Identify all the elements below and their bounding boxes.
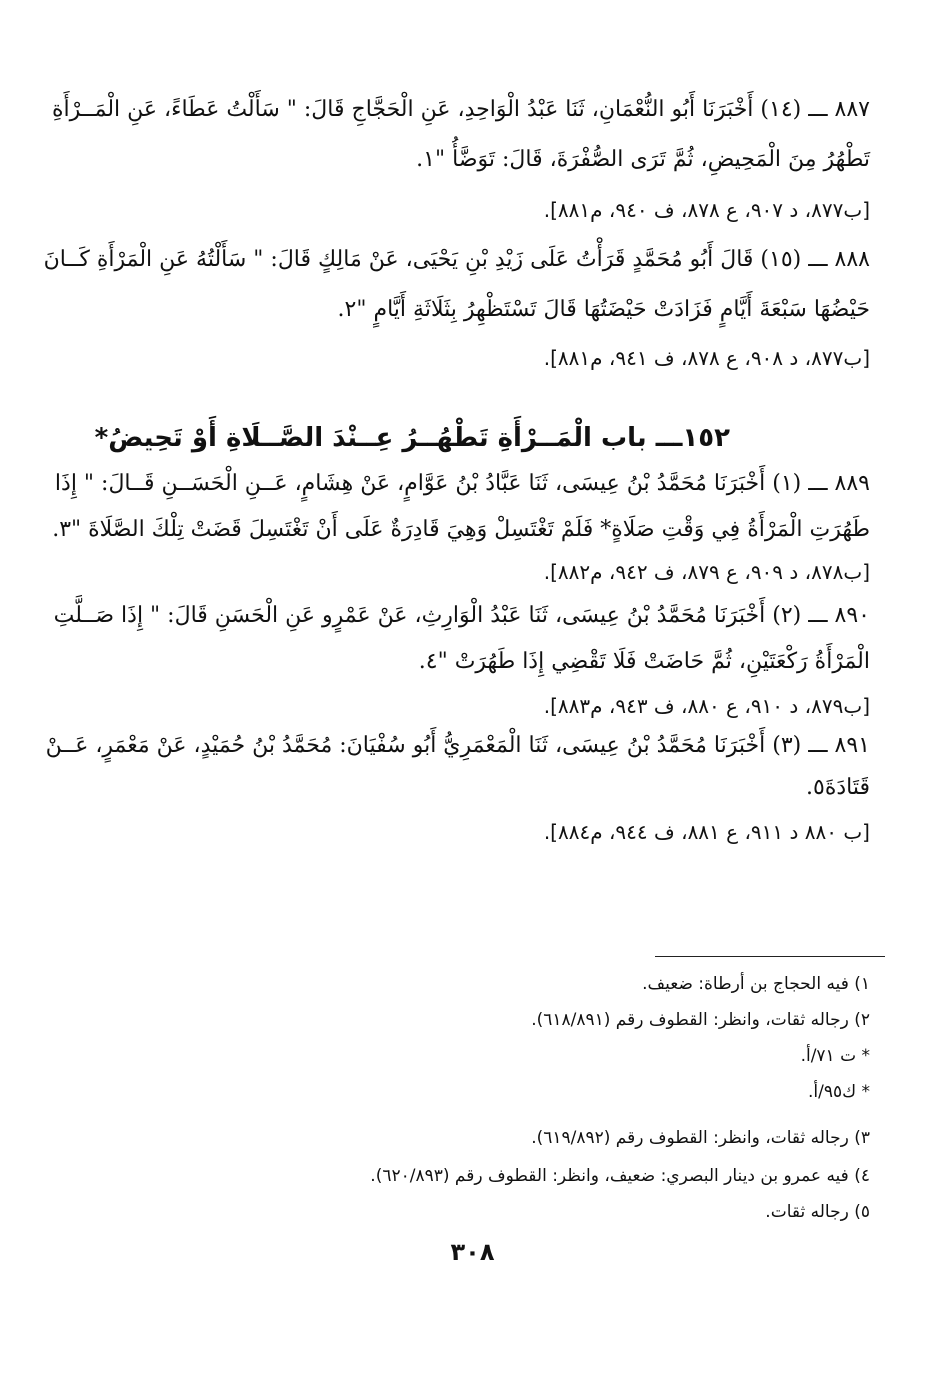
- hadith-888-line-2: حَيْضُهَا سَبْعَةَ أَيَّامٍ فَزَادَتْ حَيْضَتُهَا قَالَ تَسْتَظْهِرُ بِثَلَاثَةِ أَيَّامٍ "٢.: [337, 297, 870, 322]
- hadith-889-line-2: طَهُرَتِ الْمَرْأَةُ فِي وَقْتِ صَلَاةٍ* فَلَمْ تَغْتَسِلْ وَهِيَ قَادِرَةٌ عَلَى أَنْ تَغْتَسِلَ قَضَتْ تِلْكَ الصَّلَاةَ "٣.: [52, 517, 870, 542]
- footnote-1: ١) فيه الحجاج بن أرطاة: ضعيف.: [642, 974, 870, 994]
- hadith-890-line-1: ٨٩٠ ـــ (٢) أَخْبَرَنَا مُحَمَّدُ بْنُ عِيسَى، ثَنَا عَبْدُ الْوَارِثِ، عَنْ عَمْرٍو عَنِ الْحَسَنِ قَالَ: " إِذَا صَــلَّتِ: [53, 603, 870, 628]
- reference-887: [ب٨٧٧، د ٩٠٧، ع ٨٧٨، ف ٩٤٠، م٨٨١].: [543, 198, 870, 222]
- footnote-2: ٢) رجاله ثقات، وانظر: القطوف رقم (٦١٨/٨٩١).: [531, 1010, 870, 1030]
- reference-891: [ب ٨٨٠ د ٩١١، ع ٨٨١، ف ٩٤٤، م٨٨٤].: [543, 820, 870, 844]
- reference-890: [ب٨٧٩، د ٩١٠، ع ٨٨٠، ف ٩٤٣، م٨٨٣].: [543, 694, 870, 718]
- hadith-891-line-1: ٨٩١ ـــ (٣) أَخْبَرَنَا مُحَمَّدُ بْنُ عِيسَى، ثَنَا الْمَعْمَرِيُّ أَبُو سُفْيَانَ: مُحَمَّدُ بْنُ حُمَيْدٍ، عَنْ مَعْمَرٍ، عَــنْ: [45, 733, 870, 758]
- hadith-889-line-1: ٨٨٩ ـــ (١) أَخْبَرَنَا مُحَمَّدُ بْنُ عِيسَى، ثَنَا عَبَّادُ بْنُ عَوَّامٍ، عَنْ هِشَامٍ، عَــنِ الْحَسَــنِ قَــالَ: " إِذَا: [54, 471, 870, 496]
- reference-888: [ب٨٧٧، د ٩٠٨، ع ٨٧٨، ف ٩٤١، م٨٨١].: [543, 346, 870, 370]
- footnote-4: ٤) فيه عمرو بن دينار البصري: ضعيف، وانظر: القطوف رقم (٦٢٠/٨٩٣).: [370, 1166, 870, 1186]
- hadith-887-line-1: ٨٨٧ ـــ (١٤) أَخْبَرَنَا أَبُو النُّعْمَانِ، ثَنَا عَبْدُ الْوَاحِدِ، عَنِ الْحَجَّاجِ قَالَ: " سَأَلْتُ عَطَاءً، عَنِ الْمَــرْأَةِ: [51, 97, 870, 122]
- footnote-marker-2: * ك٩٥/أ.: [807, 1082, 870, 1102]
- footnote-3: ٣) رجاله ثقات، وانظر: القطوف رقم (٦١٩/٨٩٢).: [531, 1128, 870, 1148]
- reference-889: [ب٨٧٨، د ٩٠٩، ع ٨٧٩، ف ٩٤٢، م٨٨٢].: [543, 560, 870, 584]
- footnote-marker-1: * ت ٧١/أ.: [800, 1046, 870, 1066]
- hadith-888-line-1: ٨٨٨ ـــ (١٥) قَالَ أَبُو مُحَمَّدٍ قَرَأْتُ عَلَى زَيْدِ بْنِ يَحْيَى، عَنْ مَالِكٍ قَالَ: " سَأَلْتُهُ عَنِ الْمَرْأَةِ كَــانَ: [43, 247, 870, 272]
- hadith-887-line-2: تَطْهُرُ مِنَ الْمَحِيضِ، ثُمَّ تَرَى الصُّفْرَةَ، قَالَ: تَوَضَّأُ "١.: [416, 147, 870, 172]
- chapter-title: ١٥٢ـــ باب الْمَــرْأَةِ تَطْهُــرُ عِــنْدَ الصَّــلَاةِ أَوْ تَحِيضُ*: [94, 423, 730, 453]
- footnote-5: ٥) رجاله ثقات.: [765, 1202, 870, 1222]
- hadith-891-line-2: قَتَادَةَ٥.: [805, 775, 870, 800]
- footnote-divider: [655, 956, 885, 957]
- page-number: ٣٠٨: [450, 1238, 495, 1266]
- hadith-890-line-2: الْمَرْأَةُ رَكْعَتَيْنِ، ثُمَّ حَاضَتْ فَلَا تَقْضِي إِذَا طَهُرَتْ "٤.: [418, 649, 870, 674]
